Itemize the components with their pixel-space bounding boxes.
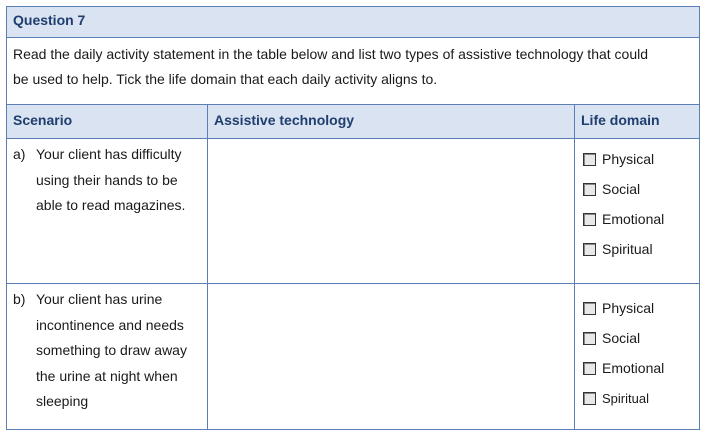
checkbox[interactable] [583, 302, 596, 315]
domain-label: Spiritual [602, 241, 653, 257]
checkbox[interactable] [583, 183, 596, 196]
border-left [6, 6, 7, 430]
domain-option-social-a[interactable] [583, 180, 640, 198]
checkbox[interactable] [583, 392, 596, 405]
assistive-technology-answer-a[interactable] [208, 139, 574, 283]
domain-label: Spiritual [602, 390, 649, 406]
scenario-a-line: using their hands to be [36, 171, 178, 188]
domain-label: Social [602, 330, 641, 346]
instruction-line-1: Read the daily activity statement in the table below and list two types of assistive technology that could [13, 46, 649, 62]
border-top [6, 6, 700, 7]
scenario-b-label: b) [13, 291, 26, 307]
assistive-technology-answer-b[interactable] [208, 284, 574, 429]
scenario-a-line: able to read magazines. [36, 197, 186, 213]
question-title-band [6, 6, 699, 37]
checkbox[interactable] [583, 153, 596, 166]
question-instruction [13, 42, 648, 92]
domain-option-emotional-b[interactable] [583, 359, 664, 377]
domain-option-social-b[interactable] [583, 329, 640, 347]
scenario-b [13, 287, 203, 427]
checkbox[interactable] [583, 243, 596, 256]
domain-label: Emotional [602, 360, 665, 376]
domain-label: Emotional [602, 211, 665, 227]
question-title: Question 7 [13, 12, 86, 28]
border-right [699, 6, 700, 430]
scenario-b-line: something to draw away [36, 342, 187, 358]
header-assistive-technology: Assistive technology [214, 112, 355, 128]
header-life-domain: Life domain [581, 112, 660, 128]
domain-label: Physical [602, 300, 655, 316]
scenario-a-label: a) [13, 146, 26, 162]
domain-label: Social [602, 181, 641, 197]
column-divider-2 [574, 104, 575, 430]
checkbox[interactable] [583, 332, 596, 345]
border-title-bottom [6, 37, 700, 38]
checkbox[interactable] [583, 362, 596, 375]
domain-option-spiritual-a[interactable] [583, 240, 653, 258]
domain-option-physical-b[interactable] [583, 299, 654, 317]
border-row-b-bottom [6, 429, 700, 430]
domain-label: Physical [602, 151, 655, 167]
scenario-b-line: sleeping [36, 393, 89, 409]
domain-option-emotional-a[interactable] [583, 210, 664, 228]
instruction-line-2: be used to help. Tick the life domain that each daily activity aligns to. [13, 71, 438, 87]
scenario-b-line: the urine at night when [36, 367, 178, 384]
scenario-a [13, 142, 203, 272]
domain-option-spiritual-b[interactable] [583, 389, 649, 407]
checkbox[interactable] [583, 213, 596, 226]
header-scenario: Scenario [13, 112, 73, 128]
scenario-b-line: incontinence and needs [36, 316, 184, 333]
domain-option-physical-a[interactable] [583, 150, 654, 168]
border-intro-bottom [6, 104, 700, 105]
scenario-a-line: Your client has difficulty [36, 146, 182, 162]
scenario-b-line: Your client has urine [36, 291, 163, 307]
